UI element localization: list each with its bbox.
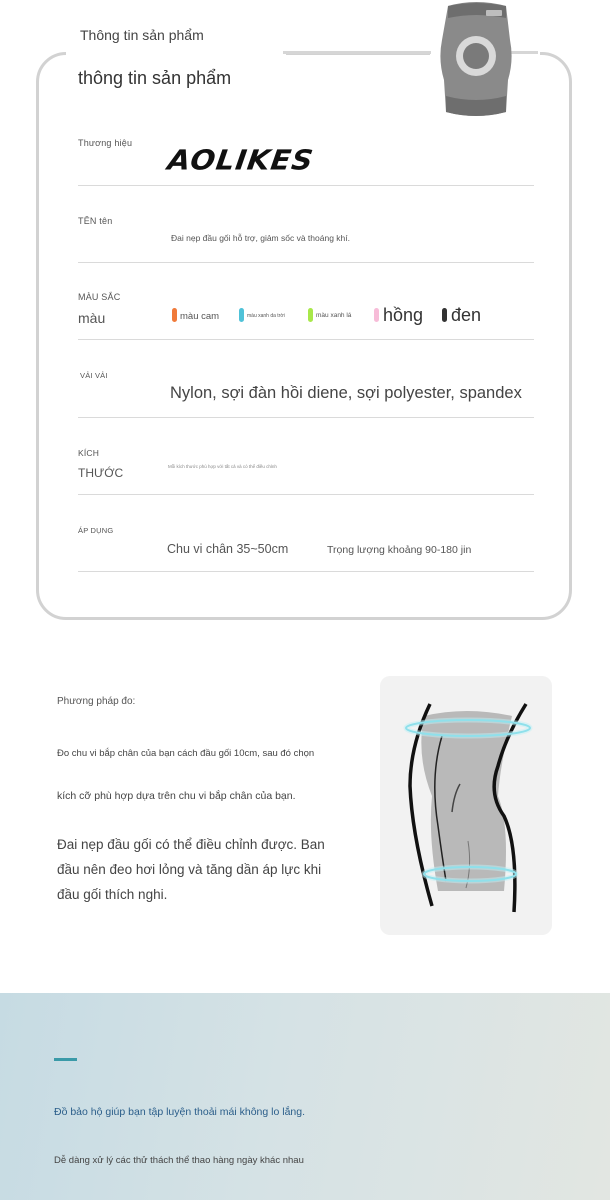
color-name-blue: màu xanh da trời: [247, 313, 285, 319]
row-divider: [78, 339, 534, 340]
banner-subtext: Dễ dàng xử lý các thử thách thể thao hàng ngày khác nhau: [54, 1155, 304, 1166]
card-frame-gap: [66, 40, 286, 66]
row-divider: [78, 494, 534, 495]
row-divider: [78, 417, 534, 418]
name-label: TÊN tên: [78, 216, 113, 226]
bottom-banner: [0, 993, 610, 1200]
brand-label: Thương hiệu: [78, 138, 133, 148]
product-name-value: Đai nẹp đầu gối hỗ trợ, giảm sốc và thoáng khí.: [171, 233, 350, 243]
color-name-pink: hồng: [383, 305, 424, 325]
color-label-large: màu: [78, 310, 106, 326]
measure-title: Phương pháp đo:: [57, 696, 136, 707]
color-label-small: MÀU SẮC: [78, 292, 121, 302]
color-swatch-blue: [239, 308, 244, 322]
fabric-label: VẢI VẢI: [80, 371, 108, 380]
fabric-value: Nylon, sợi đàn hồi diene, sợi polyester, spandex: [170, 384, 522, 402]
measure-instruction-2: kích cỡ phù hợp dựa trên chu vi bắp chân của bạn.: [57, 790, 296, 802]
divider: [283, 51, 431, 54]
row-divider: [78, 571, 534, 572]
knee-illustration-panel: [380, 676, 552, 935]
knee-measure-illustration: [380, 676, 552, 935]
size-value: Mỗi kích thước phù hợp với tất cả và có thể điều chỉnh: [168, 464, 277, 469]
size-label-large: THƯỚC: [78, 466, 124, 480]
knee-brace-product-image: [436, 0, 516, 118]
row-divider: [78, 262, 534, 263]
color-name-green: màu xanh lá: [316, 312, 352, 319]
apply-label: ÁP DỤNG: [78, 526, 114, 535]
color-swatch-orange: [172, 308, 177, 322]
measure-adjust-note: Đai nẹp đầu gối có thể điều chỉnh được. Ban đầu nên đeo hơi lỏng và tăng dần áp lực khi đầu gối thích nghi.: [57, 837, 325, 902]
accent-bar: [54, 1058, 77, 1061]
color-name-orange: màu cam: [180, 311, 220, 322]
measure-instruction-1: Đo chu vi bắp chân của bạn cách đầu gối 10cm, sau đó chọn: [57, 748, 315, 759]
color-swatch-black: [442, 308, 447, 322]
apply-weight-range: Trọng lượng khoảng 90-180 jin: [327, 544, 472, 556]
color-name-black: đen: [451, 305, 482, 325]
section-main-title: thông tin sản phẩm: [78, 68, 232, 88]
brand-logo: AOLIKES: [165, 143, 316, 177]
size-label-small: KÍCH: [78, 448, 100, 458]
color-swatch-green: [308, 308, 313, 322]
row-divider: [78, 185, 534, 186]
banner-tagline: Đồ bảo hộ giúp bạn tập luyện thoải mái không lo lắng.: [54, 1106, 306, 1118]
apply-leg-circumference: Chu vi chân 35~50cm: [167, 542, 289, 556]
section-small-title: Thông tin sản phẩm: [80, 27, 204, 43]
color-swatch-pink: [374, 308, 379, 322]
